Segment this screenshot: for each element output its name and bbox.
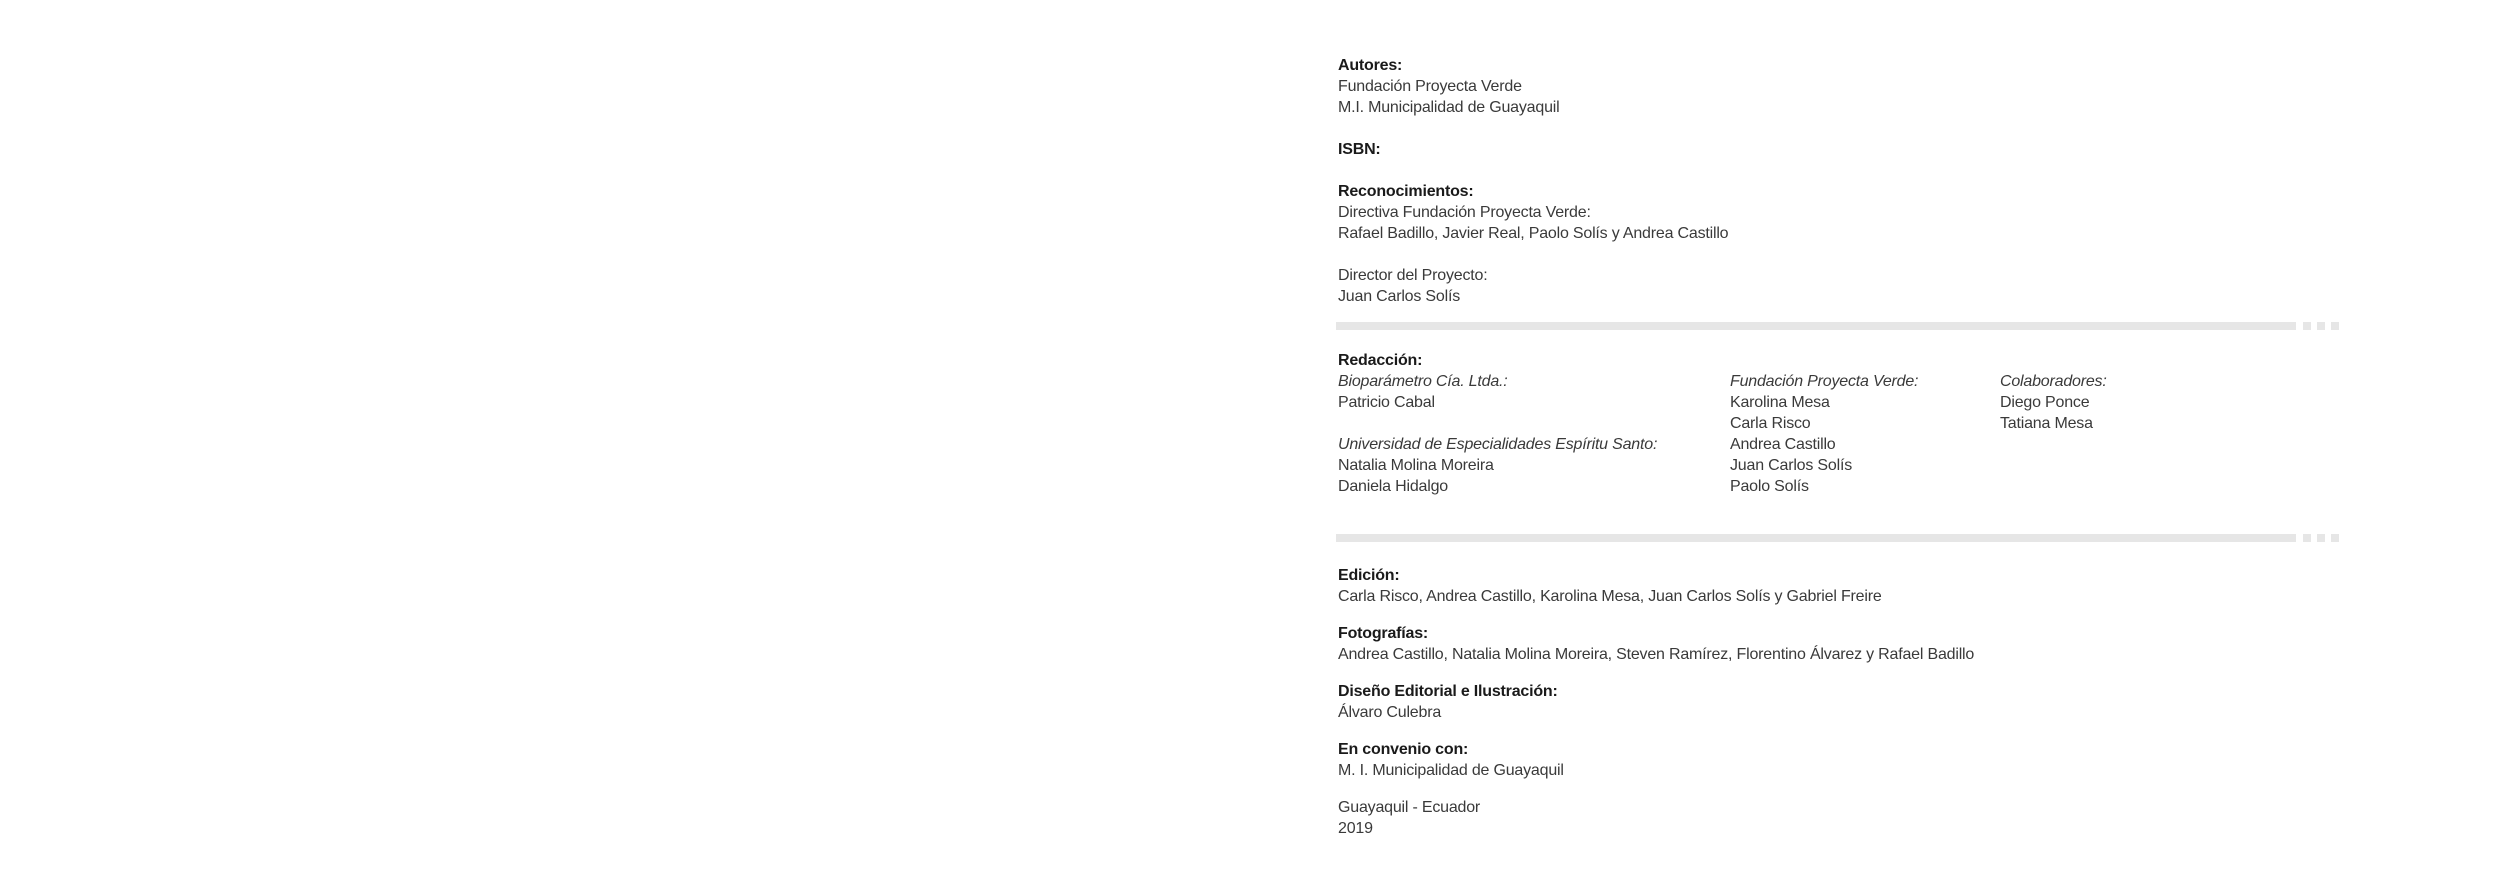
year-text: 2019 <box>1338 820 1373 837</box>
redaccion-org-fundacion: Fundación Proyecta Verde: <box>1730 373 1919 390</box>
director-label: Director del Proyecto: <box>1338 267 1488 284</box>
director-name: Juan Carlos Solís <box>1338 288 1460 305</box>
redaccion-name: Patricio Cabal <box>1338 394 1435 411</box>
redaccion-org-universidad: Universidad de Especialidades Espíritu Santo: <box>1338 436 1658 453</box>
redaccion-name: Natalia Molina Moreira <box>1338 457 1494 474</box>
divider-dot <box>2303 534 2311 542</box>
fotografias-text: Andrea Castillo, Natalia Molina Moreira, Steven Ramírez, Florentino Álvarez y Rafael Badillo <box>1338 646 1975 663</box>
redaccion-name: Diego Ponce <box>2000 394 2090 411</box>
section-divider <box>1336 322 2296 330</box>
autores-line-1: Fundación Proyecta Verde <box>1338 78 1522 95</box>
redaccion-heading: Redacción: <box>1338 352 1423 369</box>
divider-dot <box>2317 322 2325 330</box>
redaccion-name: Juan Carlos Solís <box>1730 457 1852 474</box>
autores-line-2: M.I. Municipalidad de Guayaquil <box>1338 99 1560 116</box>
redaccion-name: Andrea Castillo <box>1730 436 1836 453</box>
redaccion-org-colaboradores: Colaboradores: <box>2000 373 2107 390</box>
divider-dot <box>2331 534 2339 542</box>
redaccion-name: Daniela Hidalgo <box>1338 478 1448 495</box>
redaccion-org-bioparametro: Bioparámetro Cía. Ltda.: <box>1338 373 1508 390</box>
edicion-heading: Edición: <box>1338 567 1400 584</box>
divider-dot <box>2317 534 2325 542</box>
directiva-names: Rafael Badillo, Javier Real, Paolo Solís y Andrea Castillo <box>1338 225 1729 242</box>
diseno-heading: Diseño Editorial e Ilustración: <box>1338 683 1558 700</box>
place-text: Guayaquil - Ecuador <box>1338 799 1481 816</box>
redaccion-name: Carla Risco <box>1730 415 1811 432</box>
redaccion-name: Paolo Solís <box>1730 478 1809 495</box>
autores-heading: Autores: <box>1338 57 1403 74</box>
directiva-label: Directiva Fundación Proyecta Verde: <box>1338 204 1591 221</box>
redaccion-name: Karolina Mesa <box>1730 394 1830 411</box>
reconocimientos-heading: Reconocimientos: <box>1338 183 1474 200</box>
edicion-text: Carla Risco, Andrea Castillo, Karolina Mesa, Juan Carlos Solís y Gabriel Freire <box>1338 588 1882 605</box>
diseno-text: Álvaro Culebra <box>1338 704 1442 721</box>
section-divider <box>1336 534 2296 542</box>
convenio-text: M. I. Municipalidad de Guayaquil <box>1338 762 1564 779</box>
divider-dot <box>2331 322 2339 330</box>
fotografias-heading: Fotografías: <box>1338 625 1429 642</box>
convenio-heading: En convenio con: <box>1338 741 1469 758</box>
divider-dot <box>2303 322 2311 330</box>
redaccion-name: Tatiana Mesa <box>2000 415 2093 432</box>
isbn-heading: ISBN: <box>1338 141 1381 158</box>
